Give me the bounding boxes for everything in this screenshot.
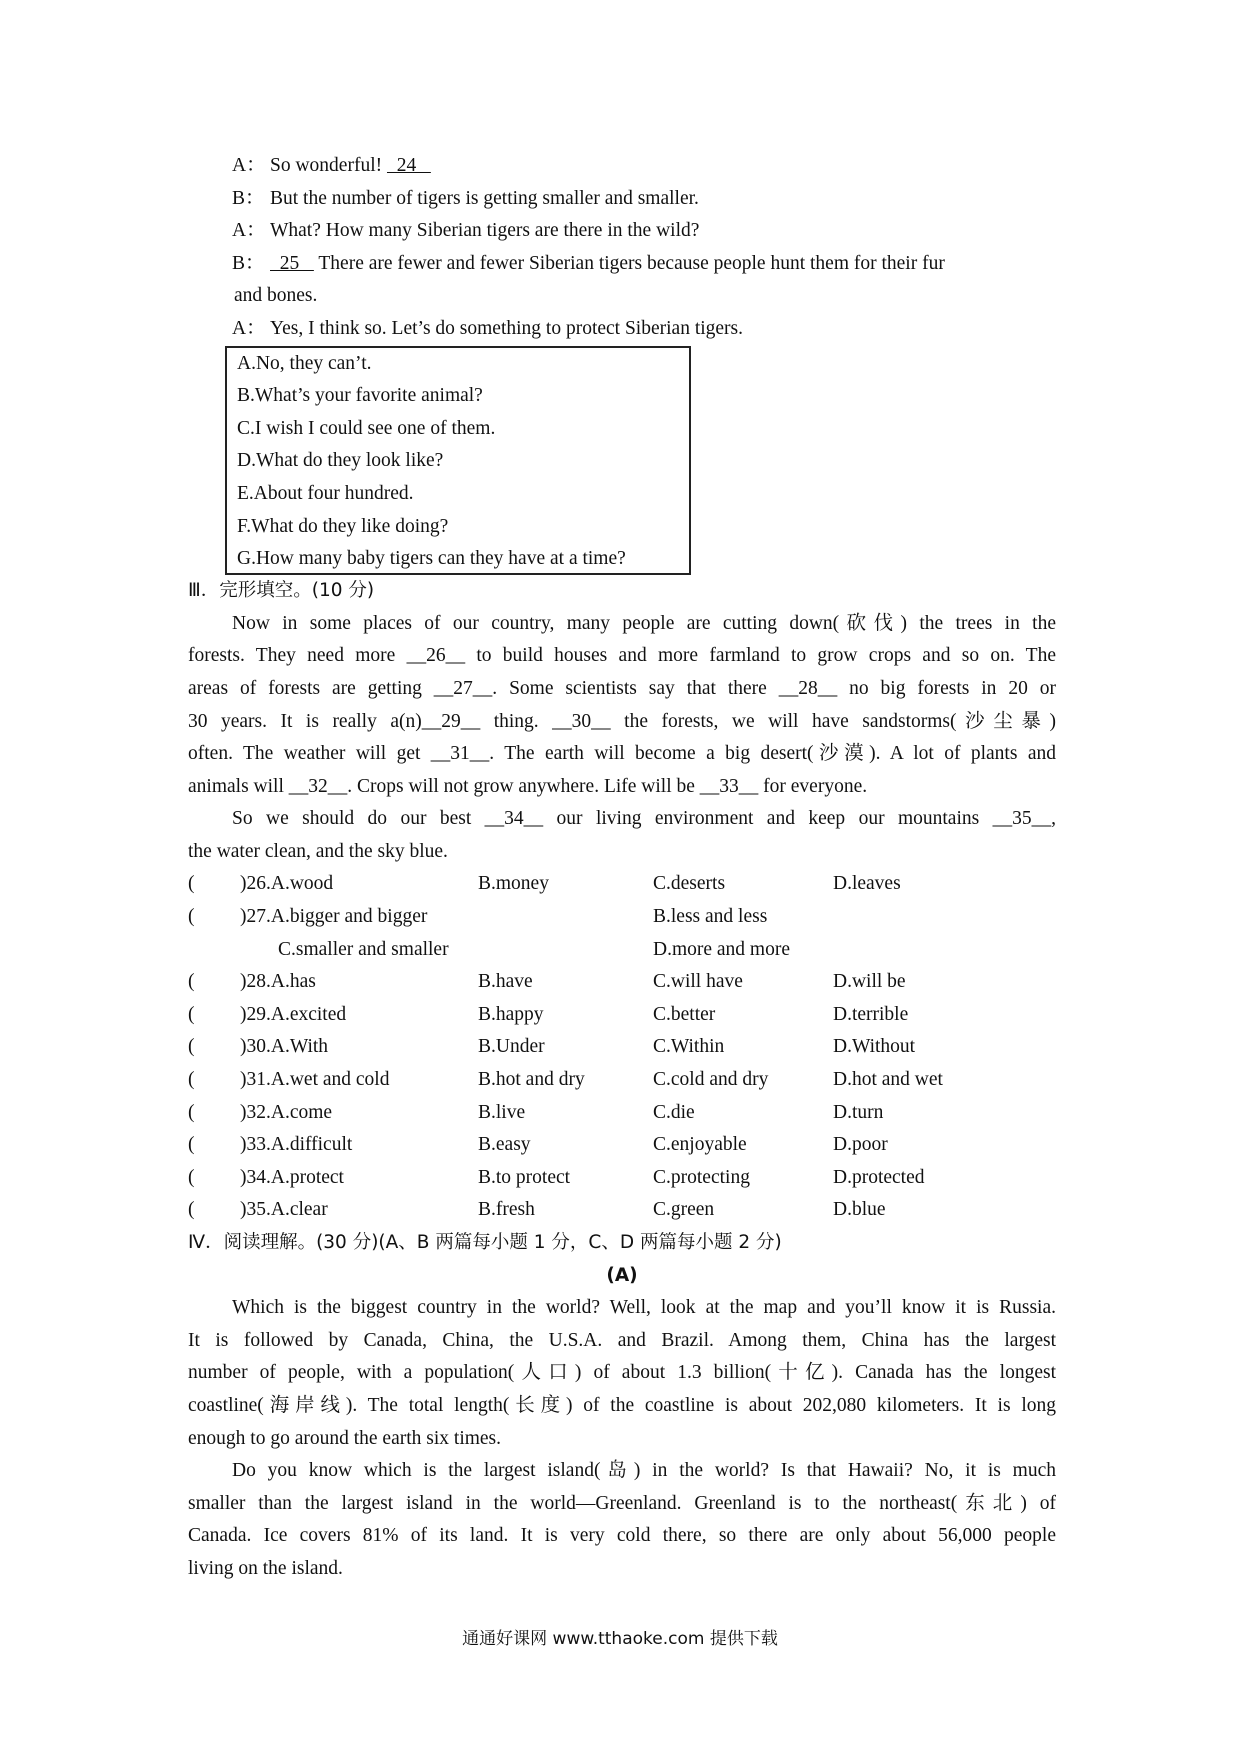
dialogue-line: A： So wonderful! 24 [232,155,431,176]
passage-line: Do you know which is the largest island(岛) in the world? Is that Hawaii? No, it is much [232,1460,1056,1482]
question-row: ( )26.A.wood B.money C.deserts D.leaves [188,873,901,895]
question-row: ( )29.A.excited B.happy C.better D.terrible [188,1003,909,1025]
cloze-line: animals will __32__. Crops will not grow anywhere. Life will be __33__ for everyone. [188,775,868,797]
section-title: Ⅲ．完形填空。(10 分) [188,580,375,602]
option-item: E.About four hundred. [237,482,414,504]
dialogue-line-cont: and bones. [234,285,318,307]
cloze-line: often. The weather will get __31__. The earth will become a big desert(沙漠). A lot of plants and [188,743,1056,765]
option-item: G.How many baby tigers can they have at a time? [237,548,626,570]
cloze-passage [188,608,1056,869]
passage-line: smaller than the largest island in the world—Greenland. Greenland is to the northeast(东北) of [188,1492,1056,1514]
option-item: B.What’s your favorite animal? [237,385,483,407]
option-item: D.What do they look like? [237,450,444,472]
dialogue-line: B： 25 There are fewer and fewer Siberian tigers because people hunt them for their fur [232,252,945,274]
question-row: C.smaller and smaller D.more and more [278,938,790,960]
passage-line: Canada. Ice covers 81% of its land. It is very cold there, so there are only about 56,000 people [188,1525,1056,1547]
question-row: ( )30.A.With B.Under C.Within D.Without [188,1036,916,1058]
cloze-line: the water clean, and the sky blue. [188,840,448,862]
passage-line: number of people, with a population(人口) of about 1.3 billion(十亿). Canada has the longest [188,1362,1056,1384]
blank-25[interactable]: 25 [270,252,314,274]
dialogue-line: A： What? How many Siberian tigers are there in the wild? [232,220,700,242]
option-item: C.I wish I could see one of them. [237,417,496,439]
option-item: F.What do they like doing? [237,515,449,537]
question-list [188,868,1056,1227]
passage-line: enough to go around the earth six times. [188,1427,502,1449]
blank-24[interactable]: 24 [386,155,431,176]
dialogue-line: B： But the number of tigers is getting smaller and smaller. [232,187,699,209]
question-row: ( )35.A.clear B.fresh C.green D.blue [188,1199,886,1221]
passage-line: It is followed by Canada, China, the U.S.A. and Brazil. Among them, China has the largest [188,1329,1056,1351]
question-row: ( )33.A.difficult B.easy C.enjoyable D.poor [188,1134,888,1156]
question-row: ( )31.A.wet and cold B.hot and dry C.cold and dry D.hot and wet [188,1069,943,1091]
question-row: ( )32.A.come B.live C.die D.turn [188,1101,884,1123]
cloze-line: 30 years. It is really a(n)__29__ thing. __30__ the forests, we will have sandstorms(沙尘暴) [188,710,1056,732]
cloze-line: areas of forests are getting __27__. Some scientists say that there __28__ no big forests in 20 or [188,677,1056,699]
cloze-line: forests. They need more __26__ to build houses and more farmland to grow crops and so on. The [188,645,1056,667]
exam-page [188,150,1056,1586]
cloze-line: So we should do our best __34__ our living environment and keep our mountains __35__, [232,808,1056,830]
options-box [225,346,691,576]
cloze-line: Now in some places of our country, many people are cutting down(砍伐) the trees in the [232,612,1056,634]
passage-line: living on the island. [188,1557,343,1579]
reading-passage [188,1292,1056,1585]
question-row: ( )28.A.has B.have C.will have D.will be [188,971,906,993]
dialogue [188,150,1056,346]
passage-label: (A) [606,1264,638,1286]
question-row: ( )27.A.bigger and bigger B.less and less [188,906,768,928]
section-title: Ⅳ．阅读理解。(30 分)(A、B 两篇每小题 1 分，C、D 两篇每小题 2 分) [188,1232,782,1253]
passage-line: coastline(海岸线). The total length(长度) of the coastline is about 202,080 kilometers. It is long [188,1394,1056,1416]
question-row: ( )34.A.protect B.to protect C.protecting D.protected [188,1166,925,1188]
page-footer: 通通好课网 www.tthaoke.com 提供下载 [462,1629,778,1649]
dialogue-line: A： Yes, I think so. Let’s do something to protect Siberian tigers. [232,317,744,339]
option-item: A.No, they can’t. [237,352,372,374]
passage-line: Which is the biggest country in the world? Well, look at the map and you’ll know it is Russia. [232,1297,1056,1319]
